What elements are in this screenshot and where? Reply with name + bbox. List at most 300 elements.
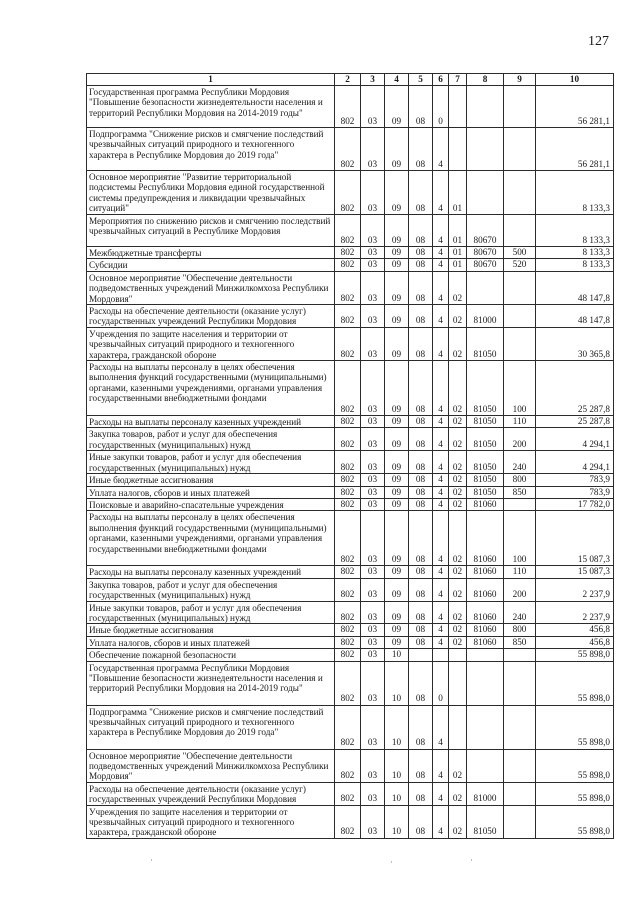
header-col-5: 5	[409, 74, 433, 86]
cell-code-6: 4	[433, 498, 449, 510]
cell-code-3: 03	[361, 566, 385, 578]
cell-code-5: 08	[409, 247, 433, 259]
cell-code-2: 802	[335, 661, 361, 705]
cell-code-3: 03	[361, 578, 385, 601]
cell-code-8	[467, 128, 504, 171]
cell-code-4: 09	[385, 636, 409, 648]
cell-code-4: 10	[385, 705, 409, 749]
cell-code-5: 08	[409, 805, 433, 838]
cell-code-5: 08	[409, 361, 433, 416]
table-row	[87, 566, 614, 578]
cell-code-6: 4	[433, 474, 449, 486]
cell-code-9	[504, 86, 536, 128]
cell-code-3: 03	[361, 428, 385, 451]
cell-name: Подпрограмма "Снижение рисков и смягчение последствий чрезвычайных ситуаций природного и техногенного характера в Республике Мордовия до 2019 года"	[87, 705, 335, 749]
cell-name: Государственная программа Республики Мордовия "Повышение безопасности жизнедеятельности населения и территорий Республики Мордовия на 2014-2019 годы"	[87, 661, 335, 705]
cell-code-5: 08	[409, 428, 433, 451]
cell-code-2: 802	[335, 566, 361, 578]
cell-sum: 56 281,1	[536, 128, 614, 171]
cell-code-6: 0	[433, 86, 449, 128]
cell-sum: 25 287,8	[536, 361, 614, 416]
cell-code-7: 02	[449, 782, 467, 805]
cell-code-3: 03	[361, 86, 385, 128]
cell-code-5: 08	[409, 271, 433, 304]
cell-code-6: 4	[433, 705, 449, 749]
cell-name: Учреждения по защите населения и территории от чрезвычайных ситуаций природного и техногенного характера, гражданской обороне	[87, 327, 335, 360]
cell-code-7	[449, 86, 467, 128]
cell-code-8	[467, 649, 504, 661]
page-number: 127	[588, 34, 609, 49]
cell-name: Закупка товаров, работ и услуг для обеспечения государственных (муниципальных) нужд	[87, 428, 335, 451]
cell-code-6	[433, 649, 449, 661]
cell-code-9	[504, 215, 536, 247]
cell-code-7: 01	[449, 215, 467, 247]
cell-code-2: 802	[335, 305, 361, 328]
cell-code-5: 08	[409, 128, 433, 171]
cell-sum: 55 898,0	[536, 661, 614, 705]
table-row	[87, 601, 614, 624]
header-col-2: 2	[335, 74, 361, 86]
header-col-10: 10	[536, 74, 614, 86]
cell-name: Обеспечение пожарной безопасности	[87, 649, 335, 661]
table-row	[87, 624, 614, 636]
cell-code-2: 802	[335, 705, 361, 749]
table-row	[87, 705, 614, 749]
cell-code-4: 10	[385, 649, 409, 661]
cell-code-7: 02	[449, 416, 467, 428]
cell-code-4: 09	[385, 305, 409, 328]
cell-code-2: 802	[335, 805, 361, 838]
cell-code-8: 81000	[467, 305, 504, 328]
cell-code-6: 4	[433, 486, 449, 498]
cell-code-9: 110	[504, 566, 536, 578]
cell-code-2: 802	[335, 749, 361, 782]
cell-code-4: 09	[385, 498, 409, 510]
cell-code-2: 802	[335, 498, 361, 510]
cell-code-4: 09	[385, 327, 409, 360]
header-col-7: 7	[449, 74, 467, 86]
cell-code-7: 02	[449, 578, 467, 601]
cell-code-3: 03	[361, 474, 385, 486]
cell-code-2: 802	[335, 259, 361, 271]
cell-name: Поисковые и аварийно-спасательные учреждения	[87, 498, 335, 510]
cell-code-3: 03	[361, 271, 385, 304]
cell-code-2: 802	[335, 649, 361, 661]
cell-code-9: 110	[504, 416, 536, 428]
cell-code-7: 02	[449, 636, 467, 648]
cell-code-9	[504, 128, 536, 171]
cell-code-8: 81050	[467, 805, 504, 838]
cell-code-7	[449, 705, 467, 749]
cell-code-2: 802	[335, 271, 361, 304]
cell-code-3: 03	[361, 215, 385, 247]
cell-code-4: 09	[385, 511, 409, 566]
cell-code-7: 01	[449, 247, 467, 259]
cell-sum: 17 782,0	[536, 498, 614, 510]
cell-sum: 4 294,1	[536, 428, 614, 451]
cell-code-3: 03	[361, 416, 385, 428]
cell-code-3: 03	[361, 128, 385, 171]
cell-code-7: 02	[449, 305, 467, 328]
cell-code-8: 81060	[467, 498, 504, 510]
cell-sum: 8 133,3	[536, 215, 614, 247]
cell-code-3: 03	[361, 649, 385, 661]
scan-dot: ·	[470, 855, 473, 865]
cell-code-8: 80670	[467, 215, 504, 247]
cell-name: Расходы на выплаты персоналу казенных учреждений	[87, 566, 335, 578]
cell-code-3: 03	[361, 749, 385, 782]
cell-code-2: 802	[335, 128, 361, 171]
cell-code-9: 200	[504, 578, 536, 601]
table-row	[87, 247, 614, 259]
cell-code-6: 4	[433, 416, 449, 428]
cell-code-2: 802	[335, 601, 361, 624]
cell-code-5: 08	[409, 661, 433, 705]
cell-code-2: 802	[335, 86, 361, 128]
cell-name: Мероприятия по снижению рисков и смягчению последствий чрезвычайных ситуаций в Республике Мордовия	[87, 215, 335, 247]
cell-code-2: 802	[335, 171, 361, 215]
cell-sum: 30 365,8	[536, 327, 614, 360]
table-header	[87, 74, 614, 86]
table-row	[87, 474, 614, 486]
table-row	[87, 271, 614, 304]
cell-code-8	[467, 271, 504, 304]
cell-code-6: 4	[433, 749, 449, 782]
cell-code-3: 03	[361, 624, 385, 636]
cell-code-5: 08	[409, 474, 433, 486]
cell-sum: 8 133,3	[536, 259, 614, 271]
cell-code-7: 02	[449, 271, 467, 304]
cell-code-2: 802	[335, 416, 361, 428]
header-col-9: 9	[504, 74, 536, 86]
cell-code-7: 02	[449, 428, 467, 451]
cell-code-6: 0	[433, 661, 449, 705]
cell-code-6: 4	[433, 511, 449, 566]
cell-code-7: 02	[449, 474, 467, 486]
table-row	[87, 649, 614, 661]
cell-code-2: 802	[335, 361, 361, 416]
cell-code-6: 4	[433, 636, 449, 648]
cell-code-4: 09	[385, 624, 409, 636]
cell-code-9: 850	[504, 636, 536, 648]
cell-sum: 783,9	[536, 474, 614, 486]
cell-sum: 2 237,9	[536, 578, 614, 601]
cell-code-7: 02	[449, 601, 467, 624]
cell-code-9: 200	[504, 428, 536, 451]
header-col-8: 8	[467, 74, 504, 86]
cell-code-4: 09	[385, 215, 409, 247]
cell-code-8: 80670	[467, 259, 504, 271]
cell-sum: 8 133,3	[536, 171, 614, 215]
cell-code-9	[504, 498, 536, 510]
cell-name: Расходы на обеспечение деятельности (оказание услуг) государственных учреждений Республики Мордовия	[87, 782, 335, 805]
cell-name: Расходы на обеспечение деятельности (оказание услуг) государственных учреждений Республики Мордовия	[87, 305, 335, 328]
cell-name: Закупка товаров, работ и услуг для обеспечения государственных (муниципальных) нужд	[87, 578, 335, 601]
cell-code-5: 08	[409, 451, 433, 474]
cell-sum: 456,8	[536, 624, 614, 636]
cell-sum: 56 281,1	[536, 86, 614, 128]
cell-code-5: 08	[409, 327, 433, 360]
cell-code-8	[467, 749, 504, 782]
cell-code-8: 81060	[467, 636, 504, 648]
cell-code-7: 02	[449, 624, 467, 636]
cell-code-8	[467, 86, 504, 128]
cell-code-5: 08	[409, 578, 433, 601]
cell-sum: 15 087,3	[536, 511, 614, 566]
cell-code-4: 09	[385, 171, 409, 215]
cell-code-6: 4	[433, 601, 449, 624]
cell-code-7: 02	[449, 805, 467, 838]
cell-code-9: 520	[504, 259, 536, 271]
cell-code-6: 4	[433, 247, 449, 259]
cell-code-6: 4	[433, 305, 449, 328]
cell-code-4: 09	[385, 271, 409, 304]
cell-code-5	[409, 649, 433, 661]
cell-code-3: 03	[361, 782, 385, 805]
cell-code-4: 09	[385, 416, 409, 428]
cell-name: Иные закупки товаров, работ и услуг для обеспечения государственных (муниципальных) нужд	[87, 601, 335, 624]
table-row	[87, 498, 614, 510]
cell-code-9	[504, 705, 536, 749]
table-row	[87, 327, 614, 360]
budget-table-container	[86, 73, 613, 839]
cell-code-5: 08	[409, 171, 433, 215]
cell-code-8	[467, 171, 504, 215]
cell-sum: 55 898,0	[536, 749, 614, 782]
cell-name: Расходы на выплаты персоналу в целях обеспечения выполнения функций государственными (муниципальными) органами, казенными учреждениями, органами управления государственными внебюджетными фондами	[87, 361, 335, 416]
cell-code-2: 802	[335, 474, 361, 486]
cell-code-8	[467, 705, 504, 749]
cell-code-9	[504, 661, 536, 705]
cell-sum: 48 147,8	[536, 271, 614, 304]
cell-code-8: 81060	[467, 511, 504, 566]
table-row	[87, 416, 614, 428]
cell-code-3: 03	[361, 327, 385, 360]
cell-code-4: 09	[385, 566, 409, 578]
cell-code-7: 02	[449, 327, 467, 360]
header-row	[87, 74, 614, 86]
cell-code-9: 800	[504, 624, 536, 636]
cell-code-6: 4	[433, 128, 449, 171]
cell-name: Межбюджетные трансферты	[87, 247, 335, 259]
cell-code-4: 09	[385, 451, 409, 474]
cell-code-9: 850	[504, 486, 536, 498]
table-row	[87, 782, 614, 805]
cell-name: Подпрограмма "Снижение рисков и смягчение последствий чрезвычайных ситуаций природного и техногенного характера в Республике Мордовия до 2019 года"	[87, 128, 335, 171]
cell-code-6: 4	[433, 566, 449, 578]
cell-code-6: 4	[433, 361, 449, 416]
cell-code-9: 800	[504, 474, 536, 486]
cell-code-7: 02	[449, 566, 467, 578]
cell-code-5: 08	[409, 749, 433, 782]
cell-code-3: 03	[361, 486, 385, 498]
table-row	[87, 636, 614, 648]
cell-code-5: 08	[409, 259, 433, 271]
cell-name: Государственная программа Республики Мордовия "Повышение безопасности жизнедеятельности населения и территорий Республики Мордовия на 2014-2019 годы"	[87, 86, 335, 128]
cell-code-7: 02	[449, 749, 467, 782]
cell-code-5: 08	[409, 86, 433, 128]
cell-code-9	[504, 805, 536, 838]
cell-code-4: 09	[385, 86, 409, 128]
cell-name: Расходы на выплаты персоналу казенных учреждений	[87, 416, 335, 428]
table-row	[87, 305, 614, 328]
cell-code-5: 08	[409, 305, 433, 328]
cell-sum: 15 087,3	[536, 566, 614, 578]
cell-code-8: 81060	[467, 601, 504, 624]
cell-code-3: 03	[361, 636, 385, 648]
cell-sum: 456,8	[536, 636, 614, 648]
cell-code-3: 03	[361, 511, 385, 566]
cell-code-6: 4	[433, 271, 449, 304]
cell-name: Уплата налогов, сборов и иных платежей	[87, 486, 335, 498]
cell-code-2: 802	[335, 451, 361, 474]
cell-code-8: 81000	[467, 782, 504, 805]
cell-name: Основное мероприятие "Обеспечение деятельности подведомственных учреждений Минжилкомхоза Республики Мордовия"	[87, 749, 335, 782]
cell-code-2: 802	[335, 327, 361, 360]
cell-code-3: 03	[361, 451, 385, 474]
cell-code-8: 81060	[467, 624, 504, 636]
cell-code-6: 4	[433, 171, 449, 215]
header-col-4: 4	[385, 74, 409, 86]
cell-code-2: 802	[335, 636, 361, 648]
cell-code-4: 09	[385, 474, 409, 486]
cell-code-6: 4	[433, 259, 449, 271]
cell-code-4: 09	[385, 361, 409, 416]
cell-code-8: 81050	[467, 474, 504, 486]
cell-code-8: 81050	[467, 361, 504, 416]
table-row	[87, 661, 614, 705]
table-row	[87, 171, 614, 215]
cell-code-5: 08	[409, 782, 433, 805]
table-row	[87, 805, 614, 838]
cell-code-4: 09	[385, 601, 409, 624]
cell-name: Иные закупки товаров, работ и услуг для обеспечения государственных (муниципальных) нужд	[87, 451, 335, 474]
cell-code-2: 802	[335, 624, 361, 636]
cell-code-9: 100	[504, 361, 536, 416]
cell-code-9: 240	[504, 601, 536, 624]
table-row	[87, 428, 614, 451]
table-row	[87, 451, 614, 474]
cell-code-4: 09	[385, 428, 409, 451]
cell-sum: 48 147,8	[536, 305, 614, 328]
cell-code-4: 10	[385, 749, 409, 782]
cell-sum: 783,9	[536, 486, 614, 498]
cell-code-5: 08	[409, 511, 433, 566]
cell-code-3: 03	[361, 601, 385, 624]
scan-dot: ·	[150, 855, 153, 865]
cell-code-5: 08	[409, 416, 433, 428]
cell-code-4: 10	[385, 661, 409, 705]
cell-code-9	[504, 782, 536, 805]
cell-code-8: 81050	[467, 327, 504, 360]
cell-code-5: 08	[409, 705, 433, 749]
table-row	[87, 259, 614, 271]
cell-code-6: 4	[433, 624, 449, 636]
cell-code-2: 802	[335, 578, 361, 601]
cell-code-7	[449, 649, 467, 661]
cell-code-8: 80670	[467, 247, 504, 259]
header-col-3: 3	[361, 74, 385, 86]
cell-code-5: 08	[409, 601, 433, 624]
cell-code-7: 02	[449, 498, 467, 510]
cell-code-7: 02	[449, 361, 467, 416]
cell-code-7: 02	[449, 451, 467, 474]
cell-code-4: 10	[385, 782, 409, 805]
table-row	[87, 128, 614, 171]
cell-code-7: 02	[449, 511, 467, 566]
header-col-1: 1	[87, 74, 335, 86]
cell-code-3: 03	[361, 705, 385, 749]
cell-code-9: 500	[504, 247, 536, 259]
cell-code-2: 802	[335, 247, 361, 259]
cell-code-3: 03	[361, 259, 385, 271]
cell-code-2: 802	[335, 428, 361, 451]
cell-code-6: 4	[433, 451, 449, 474]
cell-code-4: 09	[385, 247, 409, 259]
cell-code-9	[504, 749, 536, 782]
cell-code-7	[449, 128, 467, 171]
table-row	[87, 511, 614, 566]
cell-code-8: 81060	[467, 578, 504, 601]
cell-sum: 8 133,3	[536, 247, 614, 259]
cell-code-3: 03	[361, 305, 385, 328]
budget-table	[86, 73, 614, 839]
cell-code-5: 08	[409, 636, 433, 648]
cell-code-6: 4	[433, 782, 449, 805]
cell-name: Уплата налогов, сборов и иных платежей	[87, 636, 335, 648]
table-row	[87, 578, 614, 601]
cell-code-8	[467, 661, 504, 705]
table-row	[87, 749, 614, 782]
cell-code-7: 01	[449, 259, 467, 271]
cell-sum: 25 287,8	[536, 416, 614, 428]
cell-code-9: 100	[504, 511, 536, 566]
cell-code-3: 03	[361, 498, 385, 510]
cell-sum: 55 898,0	[536, 782, 614, 805]
cell-name: Основное мероприятие "Развитие территориальной подсистемы Республики Мордовия единой государственной системы предупреждения и ликвидации чрезвычайных ситуаций"	[87, 171, 335, 215]
cell-code-9	[504, 327, 536, 360]
cell-code-5: 08	[409, 486, 433, 498]
cell-code-3: 03	[361, 171, 385, 215]
cell-code-2: 802	[335, 486, 361, 498]
cell-code-6: 4	[433, 327, 449, 360]
cell-code-8: 81060	[467, 566, 504, 578]
cell-code-8: 81050	[467, 428, 504, 451]
cell-code-7: 02	[449, 486, 467, 498]
cell-name: Учреждения по защите населения и территории от чрезвычайных ситуаций природного и техногенного характера, гражданской обороне	[87, 805, 335, 838]
cell-sum: 55 898,0	[536, 805, 614, 838]
cell-code-8: 81050	[467, 416, 504, 428]
cell-sum: 55 898,0	[536, 649, 614, 661]
cell-code-4: 09	[385, 486, 409, 498]
cell-code-6: 4	[433, 428, 449, 451]
cell-code-9	[504, 171, 536, 215]
cell-code-5: 08	[409, 566, 433, 578]
cell-code-2: 802	[335, 511, 361, 566]
header-col-6: 6	[433, 74, 449, 86]
cell-code-2: 802	[335, 215, 361, 247]
cell-code-8: 81050	[467, 451, 504, 474]
cell-name: Иные бюджетные ассигнования	[87, 474, 335, 486]
cell-name: Расходы на выплаты персоналу в целях обеспечения выполнения функций государственными (муниципальными) органами, казенными учреждениями, органами управления государственными внебюджетными фондами	[87, 511, 335, 566]
cell-name: Субсидии	[87, 259, 335, 271]
cell-code-6: 4	[433, 215, 449, 247]
cell-name: Иные бюджетные ассигнования	[87, 624, 335, 636]
cell-code-4: 10	[385, 805, 409, 838]
cell-sum: 2 237,9	[536, 601, 614, 624]
cell-code-3: 03	[361, 661, 385, 705]
cell-name: Основное мероприятие "Обеспечение деятельности подведомственных учреждений Минжилкомхоза Республики Мордовия"	[87, 271, 335, 304]
